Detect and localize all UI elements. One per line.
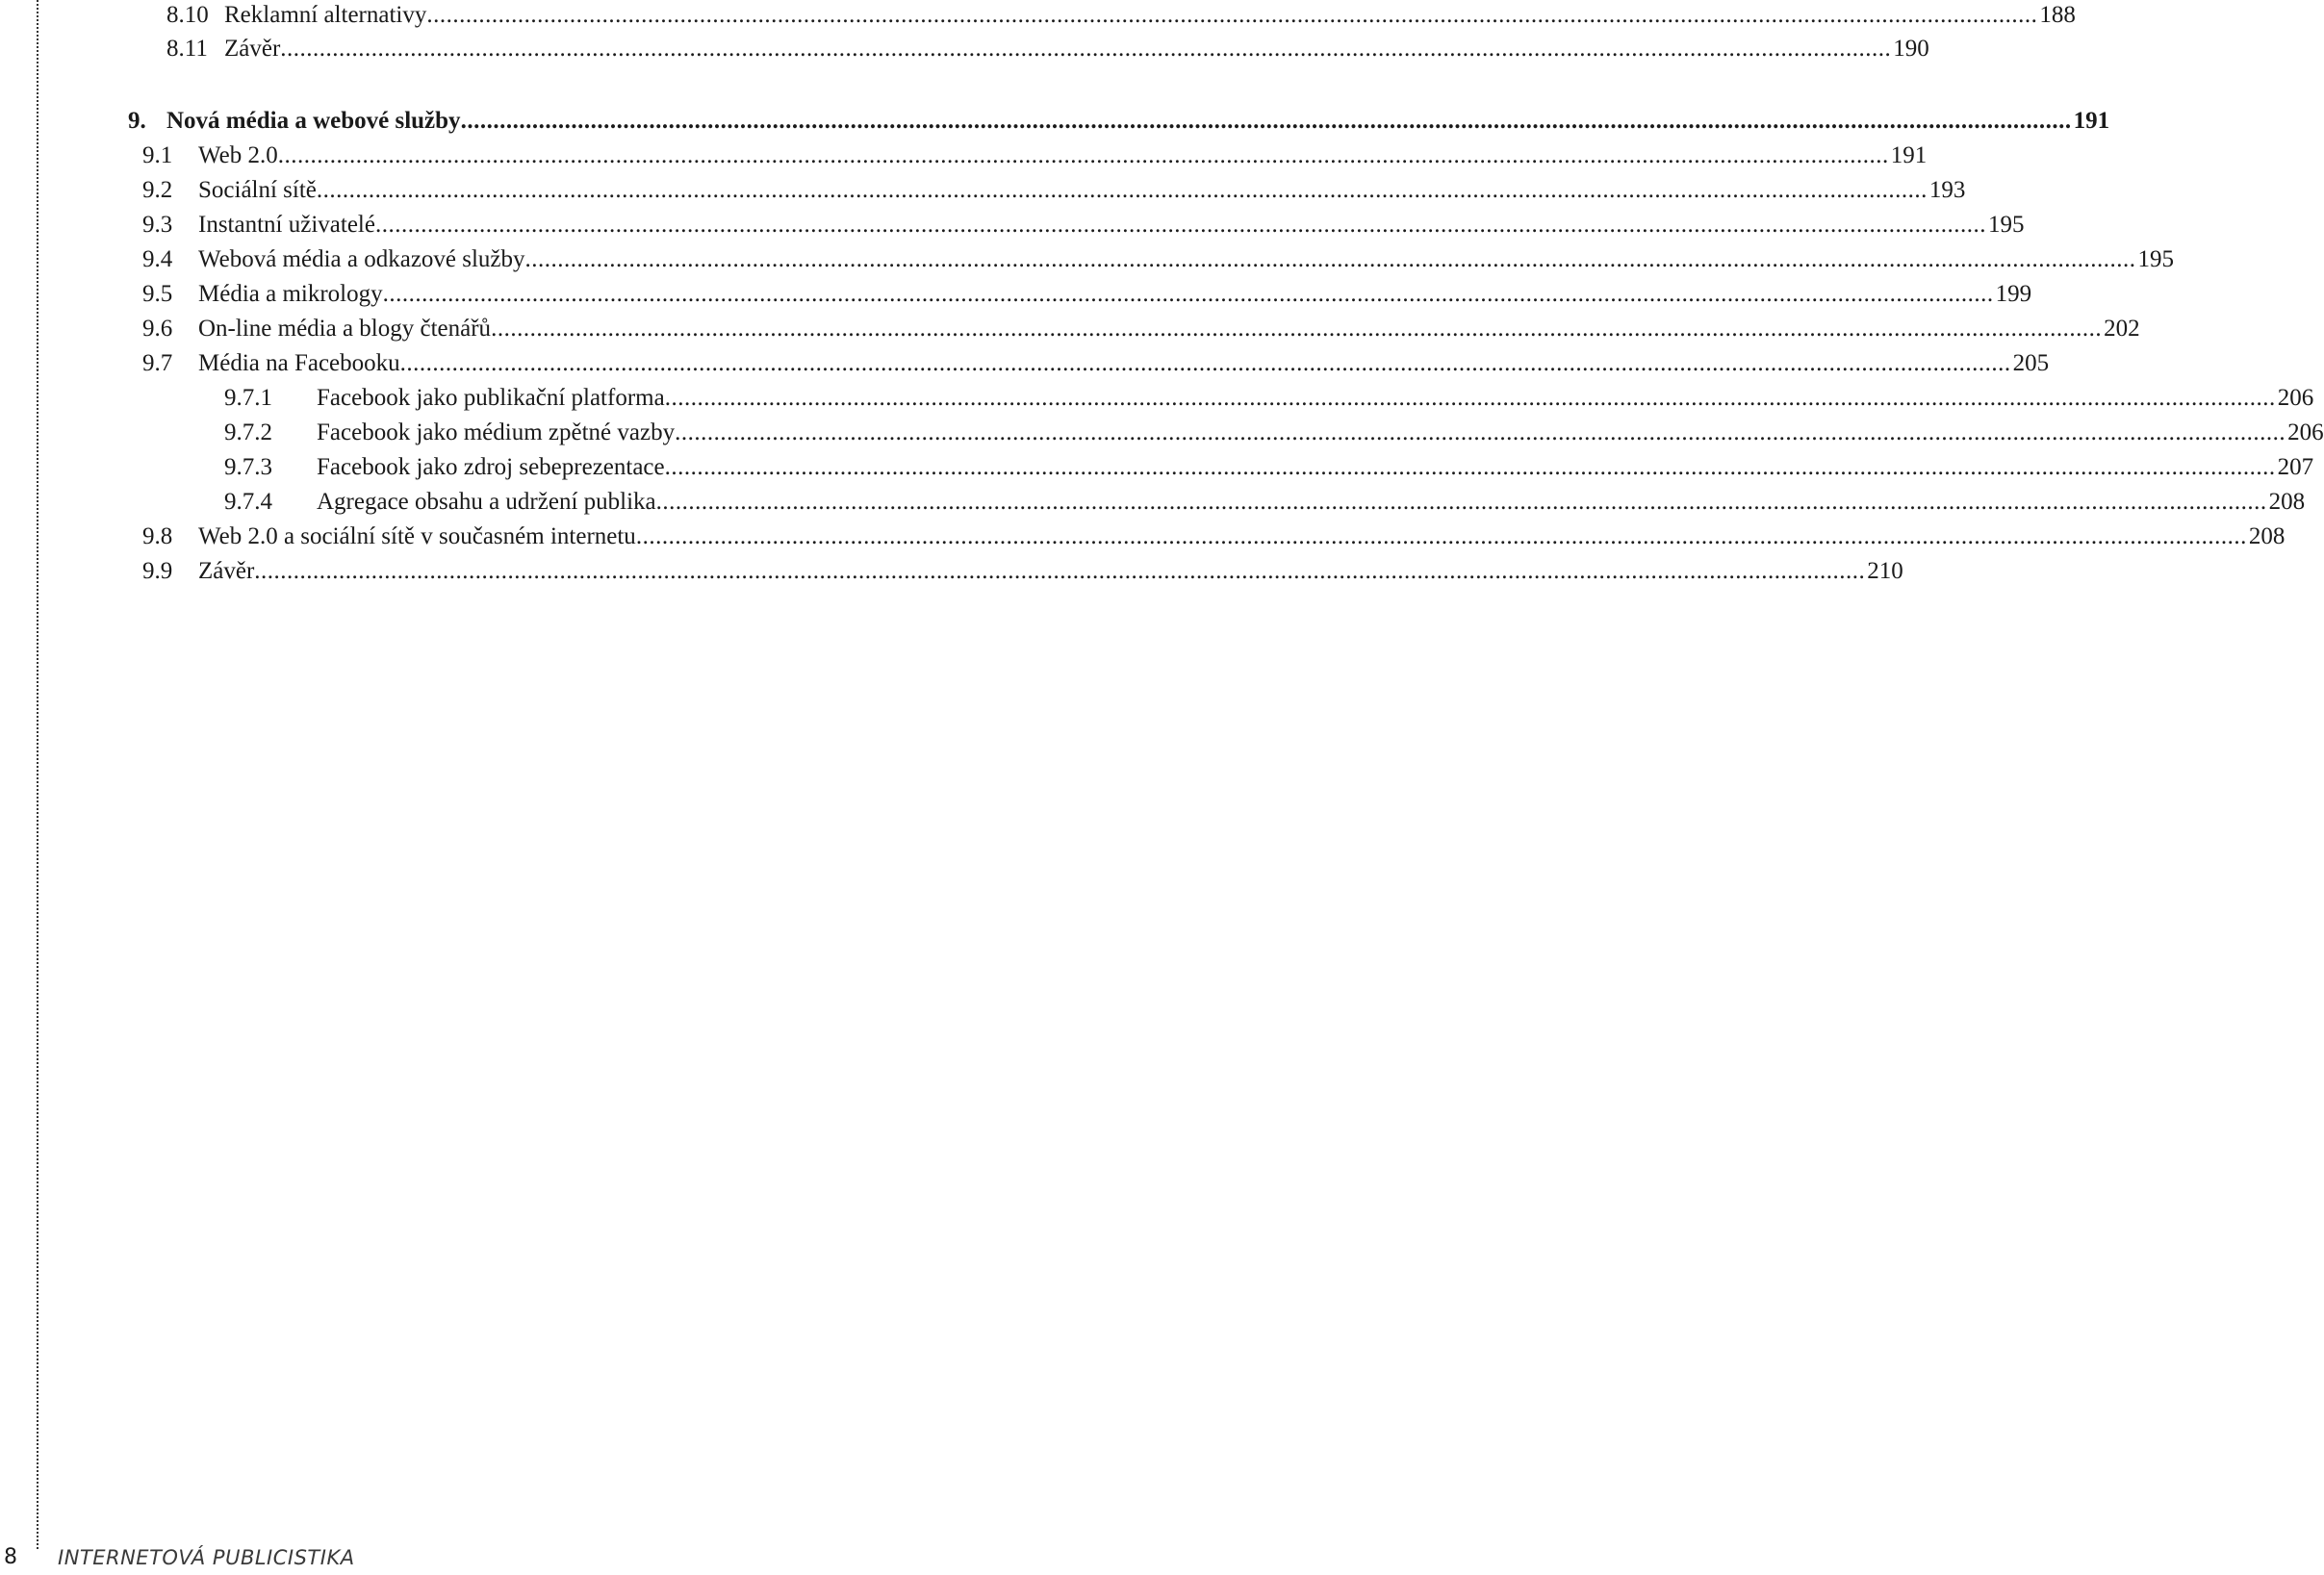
- toc-dot-leader: [675, 418, 2286, 448]
- toc-entry-9-3[interactable]: [142, 210, 2025, 241]
- toc-entry-9-7-2[interactable]: [224, 418, 2324, 448]
- toc-entry-9-8[interactable]: [142, 521, 2286, 552]
- toc-entry-number: 9.6: [142, 316, 173, 342]
- toc-entry-9-9[interactable]: [142, 556, 1903, 587]
- toc-entry-title: Web 2.0: [198, 142, 278, 168]
- toc-dot-leader: [383, 279, 1994, 310]
- footer-page-number: 8: [4, 1545, 17, 1569]
- toc-entry-page: 210: [1867, 558, 1903, 584]
- toc-entry-page: 206: [2287, 419, 2324, 445]
- toc-dot-leader: [426, 0, 2037, 31]
- toc-entry-title: Facebook jako publikační platforma: [317, 385, 665, 411]
- toc-entry-title: Facebook jako médium zpětné vazby: [317, 419, 676, 445]
- toc-entry-title: Nová média a webové služby: [166, 108, 461, 134]
- toc-entry-title: Web 2.0 a sociální sítě v současném internetu: [198, 523, 636, 549]
- toc-entry-page: 205: [2012, 350, 2050, 376]
- toc-dot-leader: [400, 348, 2011, 379]
- toc-entry-title: Webová média a odkazové služby: [198, 246, 525, 272]
- toc-entry-title: Sociální sítě: [198, 177, 317, 203]
- toc-entry-title: Média a mikrology: [198, 281, 383, 307]
- toc-entry-number: 9.2: [142, 177, 173, 203]
- toc-entry-page: 191: [1890, 142, 1928, 168]
- toc-entry-number: 9.4: [142, 246, 173, 272]
- toc-entry-title: On-line média a blogy čtenářů: [198, 316, 492, 342]
- toc-entry-page: 199: [1995, 281, 2032, 307]
- toc-entry-page: 206: [2277, 385, 2314, 411]
- toc-entry-9-7[interactable]: [142, 348, 2050, 379]
- toc-entry-number: 9.9: [142, 558, 173, 584]
- toc-entry-title: Facebook jako zdroj sebeprezentace: [317, 454, 665, 480]
- toc-entry-number: 9.5: [142, 281, 173, 307]
- toc-entry-9-7-3[interactable]: [224, 452, 2314, 483]
- toc-entry-page: 195: [2137, 246, 2175, 272]
- toc-entry-number: 9.8: [142, 523, 173, 549]
- toc-entry-number: 9.7.3: [224, 454, 272, 480]
- toc-entry-title: Agregace obsahu a udržení publika: [317, 489, 656, 515]
- toc-entry-page: 202: [2104, 316, 2140, 342]
- toc-entry-number: 8.10: [166, 2, 209, 28]
- toc-dot-leader: [317, 175, 1928, 206]
- toc-entry-number: 9.7.2: [224, 419, 272, 445]
- footer-book-title: INTERNETOVÁ PUBLICISTIKA: [58, 1546, 355, 1569]
- toc-entry-title: Instantní uživatelé: [198, 212, 375, 238]
- toc-entry-8-10[interactable]: [166, 0, 2076, 31]
- toc-dot-leader: [665, 383, 2276, 414]
- toc-entry-9-6[interactable]: [142, 314, 2140, 344]
- toc-dot-leader: [461, 106, 2072, 137]
- toc-entry-8-11[interactable]: [166, 34, 1929, 64]
- toc-entry-number: 9.7.1: [224, 385, 272, 411]
- toc-dot-leader: [375, 210, 1986, 241]
- toc-entry-9-7-4[interactable]: [224, 487, 2306, 518]
- toc-entry-number: 9.: [128, 108, 146, 134]
- toc-entry-number: 8.11: [166, 36, 208, 62]
- toc-entry-9-5[interactable]: [142, 279, 2032, 310]
- toc-entry-number: 9.7.4: [224, 489, 272, 515]
- toc-entry-9-4[interactable]: [142, 244, 2175, 275]
- toc-entry-page: 191: [2073, 108, 2110, 134]
- toc-entry-9-1[interactable]: [142, 140, 1928, 171]
- toc-dot-leader: [665, 452, 2276, 483]
- toc-entry-page: 207: [2277, 454, 2314, 480]
- toc-entry-title: Závěr: [224, 36, 281, 62]
- page-footer: [0, 1543, 924, 1572]
- toc-dot-leader: [656, 487, 2267, 518]
- toc-chapter-9[interactable]: [128, 106, 2110, 137]
- margin-dotted-rule: [37, 0, 38, 1549]
- toc-entry-title: Média na Facebooku: [198, 350, 400, 376]
- toc-entry-number: 9.1: [142, 142, 173, 168]
- toc-dot-leader: [525, 244, 2136, 275]
- toc-dot-leader: [491, 314, 2102, 344]
- toc-entry-page: 195: [1987, 212, 2025, 238]
- toc-dot-leader: [280, 34, 1891, 64]
- toc-dot-leader: [636, 521, 2247, 552]
- toc-entry-page: 208: [2268, 489, 2306, 515]
- toc-entry-title: Reklamní alternativy: [224, 2, 427, 28]
- toc-entry-9-7-1[interactable]: [224, 383, 2314, 414]
- toc-entry-number: 9.7: [142, 350, 173, 376]
- toc-dot-leader: [254, 556, 1865, 587]
- toc-entry-page: 188: [2039, 2, 2076, 28]
- toc-entry-page: 193: [1928, 177, 1966, 203]
- toc-entry-page: 190: [1893, 36, 1929, 62]
- toc-entry-title: Závěr: [198, 558, 255, 584]
- toc-entry-page: 208: [2248, 523, 2286, 549]
- toc-entry-9-2[interactable]: [142, 175, 1966, 206]
- toc-entry-number: 9.3: [142, 212, 173, 238]
- toc-dot-leader: [278, 140, 1889, 171]
